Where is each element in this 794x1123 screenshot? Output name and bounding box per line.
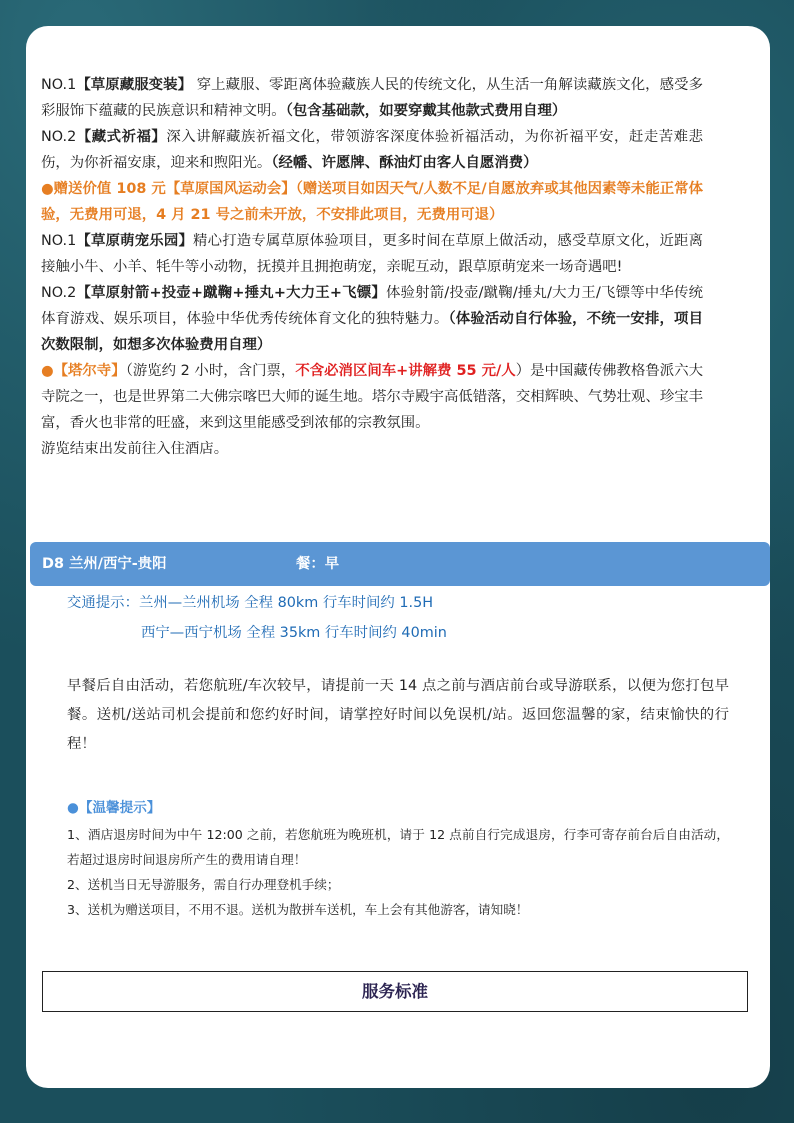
itinerary-day7-content — [41, 72, 703, 462]
temple-extra-fee: 不含必消区间车+讲解费 55 元/人 — [295, 363, 516, 379]
day-meal: 餐：早 — [296, 556, 340, 572]
day-8-text: 早餐后自由活动，若您航班/车次较早，请提前一天 14 点之前与酒店前台或导游联系，以便为您打包早餐。送机/送站司机会提前和您约好时间，请掌控好时间以免误机/站。返回您温馨的家，结束愉快的行程！ — [67, 678, 729, 752]
day-8-description — [67, 672, 729, 759]
activity-title: 【藏式祈福】 — [76, 129, 167, 145]
day-8-header — [30, 542, 770, 586]
activity-title: 【草原藏服变装】 — [76, 77, 193, 93]
gift-games-note: ●赠送价值 108 元【草原国风运动会】（赠送项目如因天气/人数不足/自愿放弃或其他因素等未能正常体验，无费用可退，4 月 21 号之前未开放，不安排此项目，无费用可退） — [41, 181, 703, 223]
service-standard-heading: 服务标准 — [42, 971, 748, 1012]
activity-traditional-sports: NO.2【草原射箭+投壶+蹴鞠+捶丸+大力王+飞镖】体验射箭/投壶/蹴鞠/捶丸/大力王/飞镖等中华传统体育游戏、娱乐项目，体验中华优秀传统体育文化的独特魅力。（体验活动自行体验，不统一安排，项目次数限制，如想多次体验费用自理） — [41, 285, 703, 353]
ta-er-temple-paragraph: ●【塔尔寺】（游览约 2 小时，含门票，不含必消区间车+讲解费 55 元/人）是中国藏传佛教格鲁派六大寺院之一，也是世界第二大佛宗喀巴大师的诞生地。塔尔寺殿宇高低错落，交相辉映、气势壮观、珍宝丰富，香火也非常的旺盛，来到这里能感受到浓郁的宗教氛围。 — [41, 363, 704, 431]
activity-note: （包含基础款，如要穿戴其他款式费用自理） — [285, 103, 567, 119]
temple-title: ●【塔尔寺】 — [41, 363, 126, 379]
activity-tibetan-costume: NO.1【草原藏服变装】 穿上藏服、零距离体验藏族人民的传统文化，从生活一角解读藏族文化，感受多彩服饰下蕴藏的民族意识和精神文明。（包含基础款，如要穿戴其他款式费用自理） — [41, 77, 703, 119]
tip-item: 2、送机当日无导游服务，需自行办理登机手续； — [67, 877, 340, 892]
activity-pet-park: NO.1【草原萌宠乐园】精心打造专属草原体验项目，更多时间在草原上做活动，感受草原文化，近距离接触小牛、小羊、牦牛等小动物，抚摸并且拥抱萌宠，亲昵互动，跟草原萌宠来一场奇遇吧! — [41, 233, 703, 275]
activity-title: 【草原萌宠乐园】 — [76, 233, 194, 249]
tip-item: 1、酒店退房时间为中午 12:00 之前，若您航班为晚班机，请于 12 点前自行完成退房，行李可寄存前台后自由活动，若超过退房时间退房所产生的费用请自理！ — [67, 827, 729, 867]
traffic-row-lanzhou: 交通提示：兰州—兰州机场 全程 80km 行车时间约 1.5H — [67, 595, 434, 611]
activity-prayer: NO.2【藏式祈福】深入讲解藏族祈福文化，带领游客深度体验祈福活动，为你祈福平安，赶走苦难悲伤，为你祈福安康，迎来和煦阳光。（经幡、许愿牌、酥油灯由客人自愿消费） — [41, 129, 703, 171]
day-title: D8 兰州/西宁-贵阳 — [42, 556, 167, 572]
tip-item: 3、送机为赠送项目，不用不退。送机为散拼车送机，车上会有其他游客，请知晓！ — [67, 902, 529, 917]
warm-tips-heading: ●【温馨提示】 — [67, 800, 161, 816]
traffic-row-xining: 西宁—西宁机场 全程 35km 行车时间约 40min — [141, 625, 447, 641]
activity-note: （体验活动自行体验，不统一安排，项目次数限制，如想多次体验费用自理） — [41, 311, 703, 353]
activity-title: 【草原射箭+投壶+蹴鞠+捶丸+大力王+飞镖】 — [76, 285, 386, 301]
warm-tips — [67, 796, 729, 922]
traffic-tips — [67, 588, 447, 648]
end-of-day-line: 游览结束出发前往入住酒店。 — [41, 441, 229, 457]
activity-note: （经幡、许愿牌、酥油灯由客人自愿消费） — [271, 155, 538, 171]
